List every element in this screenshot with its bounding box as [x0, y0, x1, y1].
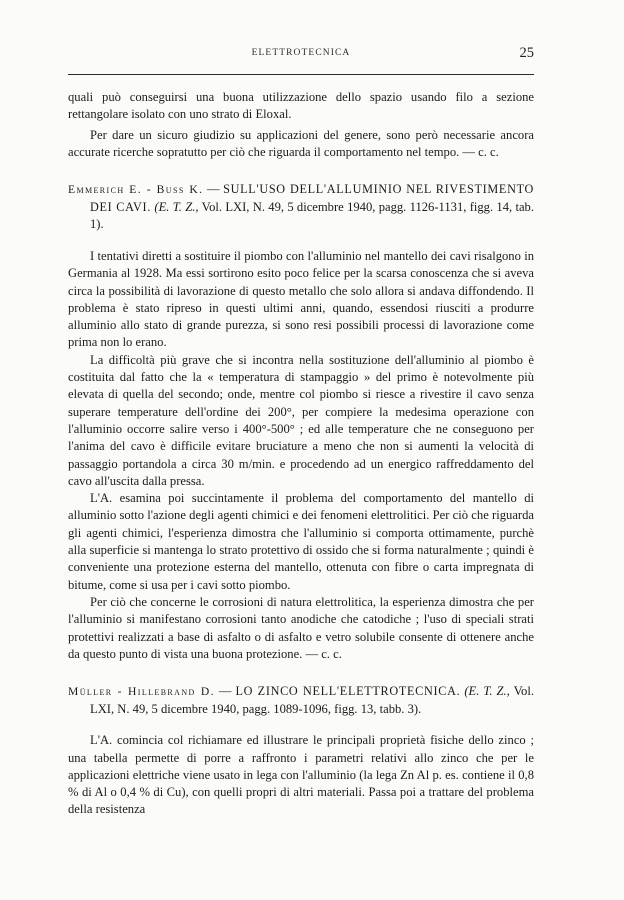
entry-1-paragraph-2: La difficoltà più grave che si incontra nella sostituzione dell'alluminio al piombo è costituita dal fatto che la « temperatura di stampaggio » del primo è notevolmente più elevata di quella del secondo; onde, mentre col piombo si riesce a rivestire il cavo senza superare temperature dell'ordine dei 200°, per compiere la medesima operazione con l'alluminio occorre salire verso i 400°-500° ; ed alle temperature che ne conseguono per l'anima del cavo è difficile evitare bruciature a meno che non si aumenti la velocità di passaggio portandola a circa 30 m/min. e procedendo ad un energico raffreddamento del cavo all'uscita dalla pressa.	[68, 352, 534, 488]
page-number: 25	[519, 45, 534, 61]
entry-2-paragraph-1: L'A. comincia col richiamare ed illustrare le principali proprietà fisiche dello zinco ; una tabella permette di porre a raffronto i parametri relativi allo zinco che per le applicazioni elettriche viene usato in lega con l'alluminio (la lega Zn Al p. es. contiene il 0,8 % di Al o 0,4 % di Cu), con quelli propri di altri materiali. Passa poi a trattare del problema della resistenza	[68, 733, 534, 817]
entry-2-heading	[68, 683, 534, 718]
abstract-entry-2	[68, 683, 534, 718]
entry-2-reference-rest: Vol. LXI, N. 49, 5 dicembre 1940, pagg. 1089-1096, figg. 13, tabb. 3).	[90, 684, 534, 716]
entry-1-paragraph-3: L'A. esamina poi succintamente il problema del comportamento del mantello di alluminio sotto l'azione degli agenti chimici e dei fenomeni elettrolitici. Per ciò che riguarda gli agenti chimici, l'esperienza dimostra che l'alluminio si comporta ottimamente, purchè alla superficie si mantenga lo strato protettivo di ossido che si forma naturalmente ; quindi è conveniente una protezione esterna del mantello, ottenuta con fibre o carta impregnata di bitume, come si usa per i cavi sotto piombo.	[68, 491, 534, 592]
entry-2-title: LO ZINCO NELL'ELETTROTECNICA.	[235, 684, 461, 699]
spacer	[68, 663, 534, 683]
page-content	[68, 45, 535, 819]
entry-1-dash: —	[207, 182, 220, 197]
entry-1-paragraph-4: Per ciò che concerne le corrosioni di natura elettrolitica, la esperienza dimostra che per l'alluminio si manifestano corrosioni tanto anodiche che catodiche ; l'uso di speciali strati protettivi realizzati a base di asfalto o di asfalto e vetro solubile consente di ottenere anche da questo punto di vista una buona protezione. — c. c.	[68, 594, 534, 661]
body-paragraph-1: quali può conseguirsi una buona utilizzazione dello spazio usando filo a sezione rettangolare isolato con uno strato di Eloxal.	[68, 90, 534, 122]
running-head-title: ELETTROTECNICA	[251, 48, 351, 58]
running-head	[68, 45, 534, 70]
entry-1-heading	[68, 181, 534, 234]
entry-1-reference-italic: (E. T. Z.,	[154, 199, 199, 214]
entry-2-dash: —	[218, 684, 232, 699]
spacer	[68, 718, 534, 732]
entry-1-author: Emmerich E. - Buss K.	[68, 183, 204, 197]
entry-1-title: SULL'USO DELL'ALLUMINIO NEL RIVESTIMENTO DEI CAVI.	[90, 182, 534, 214]
entry-1-paragraph-1: I tentativi diretti a sostituire il piombo con l'alluminio nel mantello dei cavi risalgono in Germania al 1928. Ma essi sortirono esito poco felice per la scarsa conoscenza che si aveva circa la possibilità di lavorazione di questo metallo che solo allora si andava diffondendo. Il problema è stato ripreso in questi ultimi anni, quando, essendosi riusciti a produrre alluminio allo stato di grande purezza, si sono resi possibili processi di lavorazione come prima non lo erano.	[68, 248, 534, 350]
entry-1-reference-rest: Vol. LXI, N. 49, 5 dicembre 1940, pagg. 1126-1131, figg. 14, tab. 1).	[90, 199, 535, 232]
spacer	[68, 234, 534, 248]
body-paragraph-2: Per dare un sicuro giudizio su applicazioni del genere, sono però necessarie ancora accurate ricerche sopratutto per ciò che riguarda il comportamento nel tempo. — c. c.	[68, 127, 534, 159]
entry-2-reference-italic: (E. T. Z.,	[464, 684, 510, 699]
header-rule	[68, 74, 534, 75]
spacer	[68, 161, 534, 181]
abstract-entry-1	[68, 181, 534, 234]
entry-2-author: Müller - Hillebrand D.	[68, 685, 215, 699]
